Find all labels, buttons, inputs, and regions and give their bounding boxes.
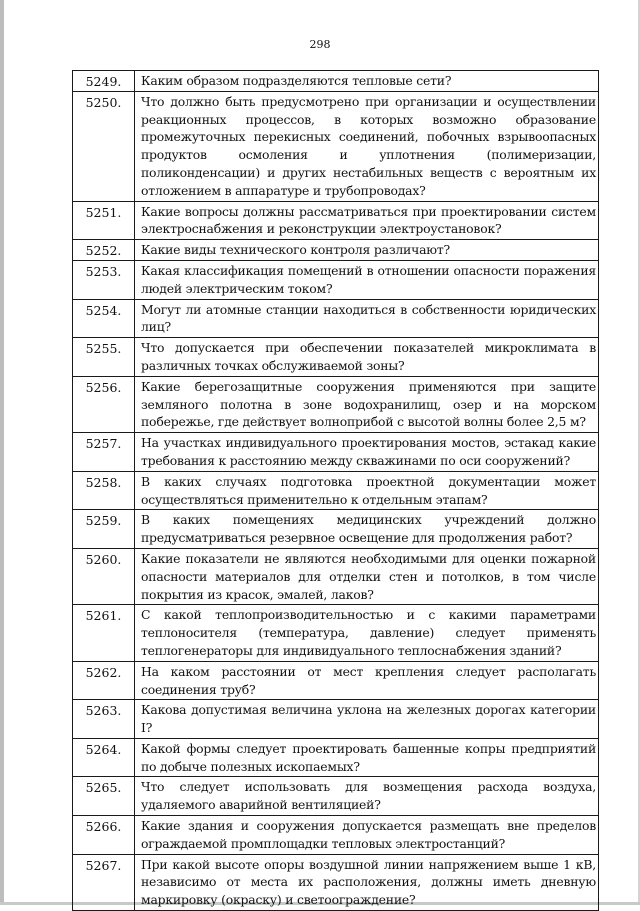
question-row <box>73 260 599 299</box>
question-row <box>73 661 599 700</box>
question-number: 5252. <box>73 240 135 261</box>
question-number: 5260. <box>73 548 135 604</box>
question-number: 5263. <box>73 700 135 739</box>
question-number: 5254. <box>73 299 135 338</box>
question-number: 5266. <box>73 816 135 855</box>
question-text: Что следует использовать для возмещения расхода воздуха, удаляемого аварийной вентиляцией? <box>135 777 599 816</box>
question-row <box>73 299 599 338</box>
question-number: 5257. <box>73 433 135 472</box>
question-text: Какие показатели не являются необходимыми для оценки пожарной опасности материалов для отделки стен и потолков, в том числе покрытия из красок, эмалей, лаков? <box>135 548 599 604</box>
question-text: Могут ли атомные станции находиться в собственности юридических лиц? <box>135 299 599 338</box>
question-number: 5267. <box>73 854 135 910</box>
question-row <box>73 605 599 661</box>
question-number: 5258. <box>73 471 135 510</box>
question-row <box>73 700 599 739</box>
question-text: На каком расстоянии от мест крепления следует располагать соединения труб? <box>135 661 599 700</box>
scan-edge-left <box>0 0 4 905</box>
questions-table-body <box>73 71 599 911</box>
question-row <box>73 71 599 92</box>
question-number: 5259. <box>73 510 135 549</box>
question-row <box>73 854 599 910</box>
question-row <box>73 338 599 377</box>
question-number: 5250. <box>73 91 135 201</box>
question-text: Что допускается при обеспечении показателей микроклимата в различных точках обслуживаемой зоны? <box>135 338 599 377</box>
question-text: Какие вопросы должны рассматриваться при проектировании систем электроснабжения и реконструкции электроустановок? <box>135 201 599 240</box>
question-text: Какой формы следует проектировать башенные копры предприятий по добыче полезных ископаемых? <box>135 738 599 777</box>
question-number: 5264. <box>73 738 135 777</box>
question-number: 5251. <box>73 201 135 240</box>
question-number: 5256. <box>73 376 135 432</box>
question-row <box>73 433 599 472</box>
question-text: Какие здания и сооружения допускается размещать вне пределов ограждаемой промплощадки тепловых электростанций? <box>135 816 599 855</box>
question-text: Что должно быть предусмотрено при организации и осуществлении реакционных процессов, в которых возможно образование промежуточных перекисных соединений, побочных взрывоопасных продуктов осмоления и уплотнения (полимеризации, поликонденсации) и других нестабильных веществ с вероятным их отложением в аппаратуре и трубопроводах? <box>135 91 599 201</box>
question-row <box>73 548 599 604</box>
question-row <box>73 816 599 855</box>
question-row <box>73 471 599 510</box>
question-row <box>73 376 599 432</box>
question-number: 5265. <box>73 777 135 816</box>
question-number: 5249. <box>73 71 135 92</box>
question-row <box>73 510 599 549</box>
question-text: При какой высоте опоры воздушной линии напряжением выше 1 кВ, независимо от места их расположения, должны иметь дневную маркировку (окраску) и светоограждение? <box>135 854 599 910</box>
question-row <box>73 240 599 261</box>
question-number: 5253. <box>73 260 135 299</box>
question-text: На участках индивидуального проектирования мостов, эстакад какие требования к расстоянию между скважинами по оси сооружений? <box>135 433 599 472</box>
question-text: В каких помещениях медицинских учреждений должно предусматриваться резервное освещение для продолжения работ? <box>135 510 599 549</box>
question-text: Какова допустимая величина уклона на железных дорогах категории I? <box>135 700 599 739</box>
question-text: Каким образом подразделяются тепловые сети? <box>135 71 599 92</box>
question-number: 5261. <box>73 605 135 661</box>
question-number: 5255. <box>73 338 135 377</box>
question-text: Какая классификация помещений в отношении опасности поражения людей электрическим током? <box>135 260 599 299</box>
question-text: Какие виды технического контроля различают? <box>135 240 599 261</box>
question-text: Какие берегозащитные сооружения применяются при защите земляного полотна в зоне водохранилищ, озер и на морском побережье, где действует волноприбой с высотой волны более 2,5 м? <box>135 376 599 432</box>
question-row <box>73 201 599 240</box>
question-row <box>73 91 599 201</box>
question-row <box>73 777 599 816</box>
question-text: В каких случаях подготовка проектной документации может осуществляться применительно к отдельным этапам? <box>135 471 599 510</box>
question-row <box>73 738 599 777</box>
question-text: С какой теплопроизводительностью и с какими параметрами теплоносителя (температура, давление) следует применять теплогенераторы для индивидуального теплоснабжения зданий? <box>135 605 599 661</box>
page-number: 298 <box>309 38 331 51</box>
question-number: 5262. <box>73 661 135 700</box>
questions-table <box>72 70 599 911</box>
